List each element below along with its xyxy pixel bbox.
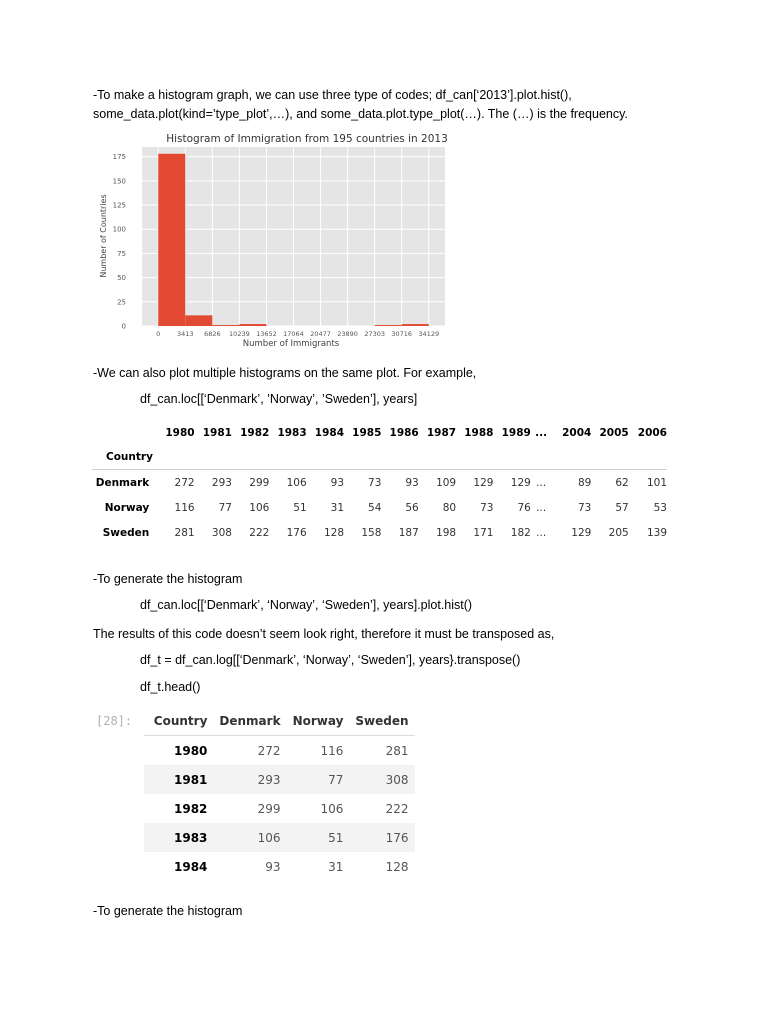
x-tick-label: 30716 [391, 330, 413, 338]
x-tick-label: 0 [156, 330, 161, 338]
table-cell: 129 [456, 470, 493, 496]
wide-header-row [92, 420, 667, 445]
table-cell: ... [531, 470, 552, 496]
table-cell: 93 [265, 859, 281, 874]
table-cell: 299 [257, 801, 281, 816]
table-cell: 56 [405, 501, 419, 514]
wide-index-blank [157, 445, 194, 470]
gen2-heading: -To generate the histogram [93, 904, 243, 918]
multi-code: df_can.loc[[‘Denmark’, ’Norway’, ’Sweden’], years] [140, 392, 418, 406]
wide-col-header: 1988 [464, 426, 494, 439]
table-cell: 171 [473, 526, 494, 539]
x-tick-label: 10239 [229, 330, 250, 338]
histogram-bar [185, 315, 212, 326]
table-cell: 51 [293, 501, 307, 514]
row-label: 1981 [174, 772, 208, 787]
table-cell: 176 [286, 526, 307, 539]
y-tick-label: 75 [117, 249, 126, 258]
row-label: 1982 [174, 801, 208, 816]
table-cell: 308 [211, 526, 232, 539]
y-tick-label: 175 [112, 153, 126, 162]
table-cell: 222 [385, 801, 409, 816]
wide-col-header: 2004 [562, 426, 592, 439]
histogram-bar [402, 324, 429, 326]
table-cell: 73 [577, 501, 592, 514]
wide-col-header: 1987 [426, 426, 457, 439]
histogram-bar [212, 325, 239, 326]
wide-index-name: Country [106, 451, 153, 463]
wide-col-header: 1983 [277, 426, 307, 439]
x-tick-label: 13652 [256, 330, 277, 338]
small-col-header: Country [144, 706, 213, 736]
x-axis-label: Number of Immigrants [242, 339, 340, 349]
wide-col-header: 1985 [352, 426, 382, 439]
table-row [92, 495, 667, 520]
wide-index-blank [269, 445, 306, 470]
table-cell: 187 [398, 526, 419, 539]
small-col-header: Norway [287, 706, 350, 736]
histogram-bar [375, 325, 402, 326]
table-cell: 176 [385, 830, 409, 845]
table-cell: 62 [591, 470, 628, 496]
table-cell: 116 [174, 501, 195, 514]
x-tick-label: 20477 [310, 330, 331, 338]
table-row [144, 823, 415, 852]
row-label: 1984 [174, 859, 208, 874]
wide-index-blank [344, 445, 381, 470]
wide-index-blank [456, 445, 493, 470]
table-cell: 51 [328, 830, 344, 845]
wide-index-blank [232, 445, 269, 470]
wide-index-blank [493, 445, 530, 470]
x-tick-label: 34129 [418, 330, 440, 338]
wide-header-blank [92, 420, 157, 445]
wide-col-header: 1986 [389, 426, 419, 439]
table-cell: 198 [436, 526, 457, 539]
table-cell: 77 [218, 501, 232, 514]
table-cell: 158 [361, 526, 382, 539]
histogram-svg [92, 130, 454, 352]
y-tick-label: 25 [117, 298, 126, 307]
table-cell: 76 [517, 501, 531, 514]
table-cell: 128 [323, 526, 345, 539]
table-cell: 272 [257, 743, 281, 758]
table-cell: 106 [269, 470, 306, 496]
multi-intro: -We can also plot multiple histograms on the same plot. For example, [93, 366, 477, 380]
cell-prompt: [28]: [96, 714, 133, 728]
intro-line-2: some_data.plot(kind=’type_plot’,…), and some_data.plot.type_plot(…). The (…) is the frequency. [93, 107, 628, 121]
histogram-bar [239, 324, 266, 326]
table-cell: 272 [157, 470, 194, 496]
table-cell: 53 [653, 501, 667, 514]
wide-col-header: ... [535, 426, 548, 439]
table-cell: 73 [344, 470, 381, 496]
histogram-bar [158, 154, 185, 326]
row-label: 1983 [174, 830, 208, 845]
wide-index-blank [629, 445, 667, 470]
table-cell: 293 [195, 470, 232, 496]
table-cell: 222 [249, 526, 270, 539]
x-tick-label: 3413 [177, 330, 194, 338]
table-row [92, 520, 667, 545]
y-tick-label: 150 [112, 177, 126, 186]
table-cell: 57 [615, 501, 629, 514]
table-cell: 73 [480, 501, 494, 514]
wide-index-row [92, 445, 667, 470]
wide-col-header: 1984 [314, 426, 345, 439]
y-tick-label: 0 [121, 322, 126, 331]
wide-index-blank [381, 445, 418, 470]
table-cell: 89 [551, 470, 591, 496]
intro-line-1: -To make a histogram graph, we can use three type of codes; df_can[‘2013’].plot.hist(), [93, 88, 572, 102]
y-tick-label: 125 [112, 201, 126, 210]
x-tick-label: 27303 [364, 330, 386, 338]
wide-col-header: 1982 [240, 426, 270, 439]
table-cell: 109 [419, 470, 456, 496]
table-cell: 129 [571, 526, 592, 539]
y-tick-label: 100 [112, 225, 126, 234]
table-cell: 106 [320, 801, 344, 816]
wide-col-header: 1981 [202, 426, 232, 439]
chart-title: Histogram of Immigration from 195 countries in 2013 [166, 133, 448, 145]
table-cell: 308 [385, 772, 409, 787]
table-cell: 54 [368, 501, 382, 514]
small-header-row [144, 706, 415, 736]
wide-dataframe [92, 420, 667, 548]
y-tick-labels [113, 153, 126, 330]
wide-col-header: 2005 [599, 426, 629, 439]
table-cell: 139 [646, 526, 667, 539]
row-label: Norway [104, 501, 150, 514]
gen1-code: df_can.loc[[‘Denmark’, ‘Norway’, ‘Sweden’], years].plot.hist() [140, 598, 473, 612]
histogram-chart [92, 130, 454, 352]
y-axis-label: Number of Countries [99, 194, 108, 278]
table-cell: 293 [257, 772, 281, 787]
row-label: Denmark [92, 470, 157, 496]
table-row [92, 470, 667, 496]
table-cell: 281 [174, 526, 195, 539]
table-cell: 128 [385, 859, 409, 874]
wide-col-header: 1989 [501, 426, 531, 439]
wide-col-header: 2006 [637, 426, 667, 439]
x-tick-label: 6826 [204, 330, 221, 338]
small-col-header: Sweden [349, 706, 414, 736]
table-cell: 93 [381, 470, 418, 496]
table-cell: 205 [608, 526, 629, 539]
x-tick-labels [156, 330, 439, 338]
wide-index-blank [195, 445, 232, 470]
table-cell: ... [536, 526, 547, 539]
table-cell: 129 [493, 470, 530, 496]
wide-index-blank [551, 445, 591, 470]
table-cell: 281 [385, 743, 409, 758]
gen1-heading: -To generate the histogram [93, 572, 243, 586]
table-cell: 299 [232, 470, 269, 496]
wide-index-blank [307, 445, 344, 470]
table-row [144, 794, 415, 823]
table-cell: 31 [328, 859, 344, 874]
table-cell: 101 [629, 470, 667, 496]
wide-index-blank [531, 445, 552, 470]
table-row [144, 852, 415, 881]
y-tick-label: 50 [117, 274, 126, 283]
table-cell: 182 [510, 526, 531, 539]
wide-index-blank [591, 445, 628, 470]
table-cell: 80 [442, 501, 457, 514]
table-cell: 106 [249, 501, 270, 514]
gen1-note: The results of this code doesn’t seem look right, therefore it must be transposed as, [93, 627, 555, 641]
table-cell: 106 [257, 830, 281, 845]
wide-index-blank [419, 445, 456, 470]
table-cell: 31 [330, 501, 345, 514]
x-tick-label: 17064 [283, 330, 304, 338]
table-cell: 116 [320, 743, 344, 758]
x-tick-label: 23890 [337, 330, 358, 338]
table-cell: ... [536, 501, 547, 514]
gen1-code3: df_t.head() [140, 680, 201, 694]
gen1-code2: df_t = df_can.log[[‘Denmark’, ‘Norway’, ‘Sweden’], years}.transpose() [140, 653, 521, 667]
row-label: 1980 [174, 743, 208, 758]
small-col-header: Denmark [213, 706, 286, 736]
row-label: Sweden [102, 526, 150, 539]
table-cell: 93 [307, 470, 344, 496]
table-cell: 77 [328, 772, 344, 787]
table-row [144, 765, 415, 794]
wide-col-header: 1980 [165, 426, 195, 439]
table-row [144, 736, 415, 766]
